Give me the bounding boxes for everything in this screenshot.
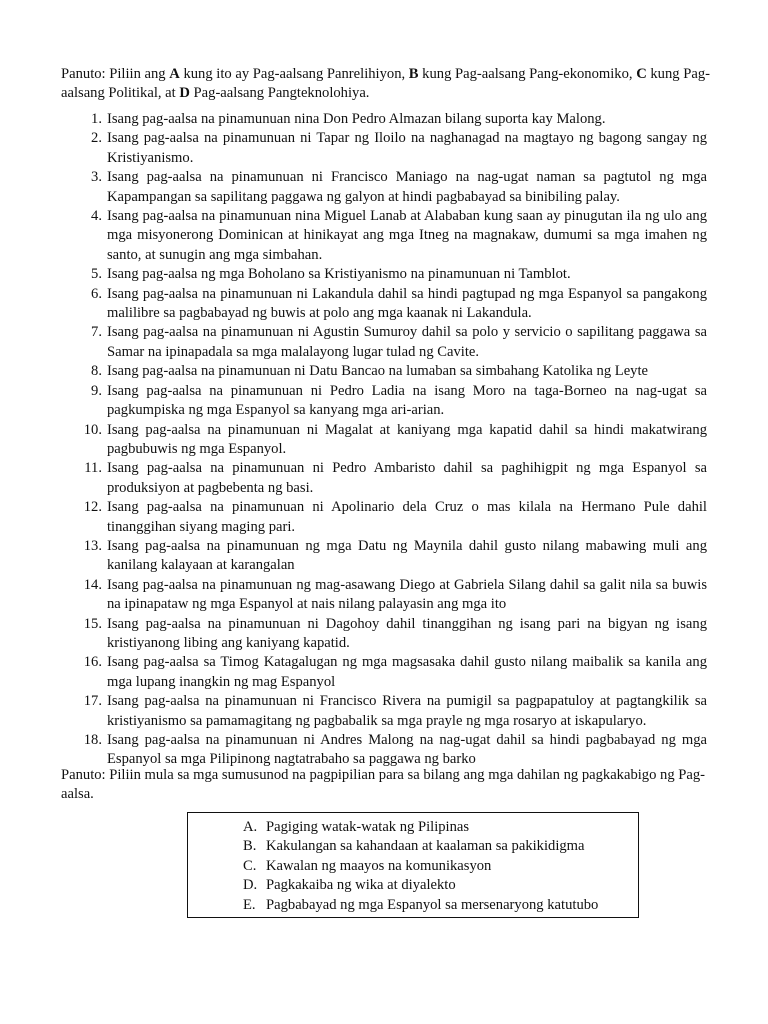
question-item [61, 615, 707, 654]
question-text: Isang pag-aalsa sa Timog Katagalugan ng mga magsasaka dahil gusto nilang maibalik sa kanila ang mga lupang inangkin ng mag Espanyol [107, 654, 707, 690]
question-item [61, 421, 707, 460]
question-text: Isang pag-aalsa na pinamunuan ni Tapar ng Iloilo na naghanagad na magtayo ng bagong sangay ng Kristiyanismo. [107, 130, 707, 166]
question-number: 16. [83, 654, 102, 671]
choice-letter: A. [243, 819, 258, 835]
question-number: 3. [91, 169, 102, 186]
instruction-key-a: A [169, 66, 180, 82]
question-item [61, 207, 707, 265]
instruction-key-d: D [179, 85, 190, 102]
question-item [61, 129, 707, 168]
instruction-text: Panuto: Piliin ang [61, 66, 170, 82]
instruction-key-b: B [408, 66, 419, 82]
choice-letter: B. [243, 838, 257, 855]
question-item [61, 323, 707, 362]
choice-text: Pagkakaiba ng wika at diyalekto [266, 877, 456, 894]
question-number: 4. [91, 208, 102, 225]
question-item [61, 382, 707, 421]
question-number: 18. [83, 732, 102, 748]
question-text: Isang pag-aalsa na pinamunuan nina Miguel Lanab at Alababan kung saan ay pinugutan ila ng ulo ang mga misyonerong Dominican at hinikayat ang mga Itneg na magnakaw, dumumi sa mga imahen ng santo, at sunugin ang mga simbahan. [107, 208, 707, 263]
question-number: 13. [83, 537, 102, 554]
choice-text: Pagiging watak-watak ng Pilipinas [266, 819, 470, 835]
question-number: 15. [83, 615, 102, 632]
question-text: Isang pag-aalsa na pinamunuan ni Lakandula dahil sa hindi pagtupad ng mga Espanyol sa pangakong malilibre sa pagbabayad ng buwis at polo ang mga kaanak ni Lakandula. [107, 285, 707, 322]
question-text: Isang pag-aalsa na pinamunuan ni Andres Malong na nag-ugat dahil sa hindi pagbabayad ng mga Espanyol sa mga Pilipinong nagtatrabaho sa paggawa ng barko [107, 732, 707, 768]
question-text: Isang pag-aalsa na pinamunuan ni Francisco Rivera na pumigil sa pagpapatuloy at pagtangkilik sa kristiyanismo sa pamamagitang ng pagbabalik sa mga prayle ng mga rosaryo at iskapularyo. [107, 693, 707, 729]
question-number: 9. [91, 382, 102, 399]
instruction-text: kung Pag-aalsang Politikal, at [61, 66, 710, 102]
question-item [61, 362, 707, 381]
instruction-text: kung Pag-aalsang Pang-ekonomiko, [418, 66, 637, 82]
instruction-1 [61, 65, 716, 104]
question-number: 10. [83, 421, 102, 438]
question-item [61, 576, 707, 615]
question-number: 8. [91, 363, 102, 380]
question-item [61, 459, 707, 498]
choice-item [243, 896, 598, 915]
choices-box [187, 812, 639, 918]
question-item [61, 285, 707, 324]
question-text: Isang pag-aalsa na pinamunuan ni Dagohoy dahil tinanggihan ng isang pari na bigyan ng isang kristiyanong libing ang kaniyang kapatid. [107, 615, 707, 651]
choice-text: Pagbabayad ng mga Espanyol sa mersenaryong katutubo [266, 896, 599, 913]
question-text: Isang pag-aalsa na pinamunuan ni Datu Bancao na lumaban sa simbahang Katolika ng Leyte [107, 363, 649, 380]
question-text: Isang pag-aalsa na pinamunuan ng mga Datu ng Maynila dahil gusto nilang mabawing muli ang kanilang kalayaan at karangalan [107, 537, 707, 574]
instruction-text: kung ito ay Pag-aalsang Panrelihiyon, [179, 66, 409, 82]
question-text: Isang pag-aalsa na pinamunuan nina Don Pedro Almazan bilang suporta kay Malong. [107, 111, 606, 127]
question-item [61, 265, 707, 284]
choice-item [243, 837, 598, 856]
choice-text: Kakulangan sa kahandaan at kaalaman sa pakikidigma [266, 838, 585, 855]
choice-item [243, 818, 598, 837]
choice-letter: C. [243, 857, 257, 874]
question-number: 14. [83, 576, 102, 593]
question-number: 12. [83, 499, 102, 516]
question-number: 2. [91, 130, 102, 147]
question-number: 5. [91, 266, 102, 283]
instruction-key-c: C [636, 66, 647, 82]
question-text: Isang pag-aalsa na pinamunuan ni Magalat at kaniyang mga kapatid dahil sa hindi makatwirang pagbubuwis ng mga Espanyol. [107, 421, 707, 457]
question-number: 17. [83, 693, 102, 710]
question-number: 1. [91, 111, 102, 127]
question-text: Isang pag-aalsa na pinamunuan ni Francisco Maniago na nag-ugat naman sa pagtutol ng mga Kapampangan sa sapilitang paggawa ng galyon at hindi pagbabayad sa binibiling palay. [107, 169, 707, 205]
question-item [61, 692, 707, 731]
question-item [61, 653, 707, 692]
question-text: Isang pag-aalsa na pinamunuan ni Pedro Ladia na isang Moro na taga-Borneo na nag-ugat sa pagkumpiska ng mga Espanyol sa kanyang mga ari-arian. [107, 382, 707, 419]
question-text: Isang pag-aalsa na pinamunuan ng mag-asawang Diego at Gabriela Silang dahil sa galit nila sa buwis na ipinapataw ng mga Espanyol at nais nilang palayasin ang mga ito [107, 576, 707, 613]
question-text: Isang pag-aalsa na pinamunuan ni Pedro Ambaristo dahil sa paghihigpit ng mga Espanyol sa produksiyon at pagbebenta ng basi. [107, 460, 707, 496]
instruction-2: Panuto: Piliin mula sa mga sumusunod na pagpipilian para sa bilang ang mga dahilan ng pagkakabigo ng Pag-aalsa. [61, 767, 706, 803]
question-text: Isang pag-aalsa ng mga Boholano sa Kristiyanismo na pinamunuan ni Tamblot. [107, 266, 571, 283]
question-number: 7. [91, 324, 102, 341]
question-number: 6. [91, 285, 102, 302]
question-text: Isang pag-aalsa na pinamunuan ni Apolinario dela Cruz o mas kilala na Hermano Pule dahil tinanggihan siyang maging pari. [107, 499, 707, 535]
choice-item [243, 857, 598, 876]
choice-text: Kawalan ng maayos na komunikasyon [266, 857, 492, 874]
choice-item [243, 876, 598, 895]
question-item [61, 110, 707, 129]
choice-letter: D. [243, 877, 258, 894]
instruction-text: Pag-aalsang Pangteknolohiya. [189, 85, 370, 102]
question-text: Isang pag-aalsa na pinamunuan ni Agustin Sumuroy dahil sa polo y servicio o sapilitang paggawa sa Samar na ipinapadala sa mga malalayong lugar tulad ng Cavite. [107, 324, 707, 360]
question-list [61, 110, 707, 770]
choice-letter: E. [243, 896, 256, 913]
question-item [61, 537, 707, 576]
choices-list [243, 818, 598, 915]
question-item [61, 731, 707, 770]
question-number: 11. [84, 460, 102, 477]
question-item [61, 168, 707, 207]
question-item [61, 498, 707, 537]
